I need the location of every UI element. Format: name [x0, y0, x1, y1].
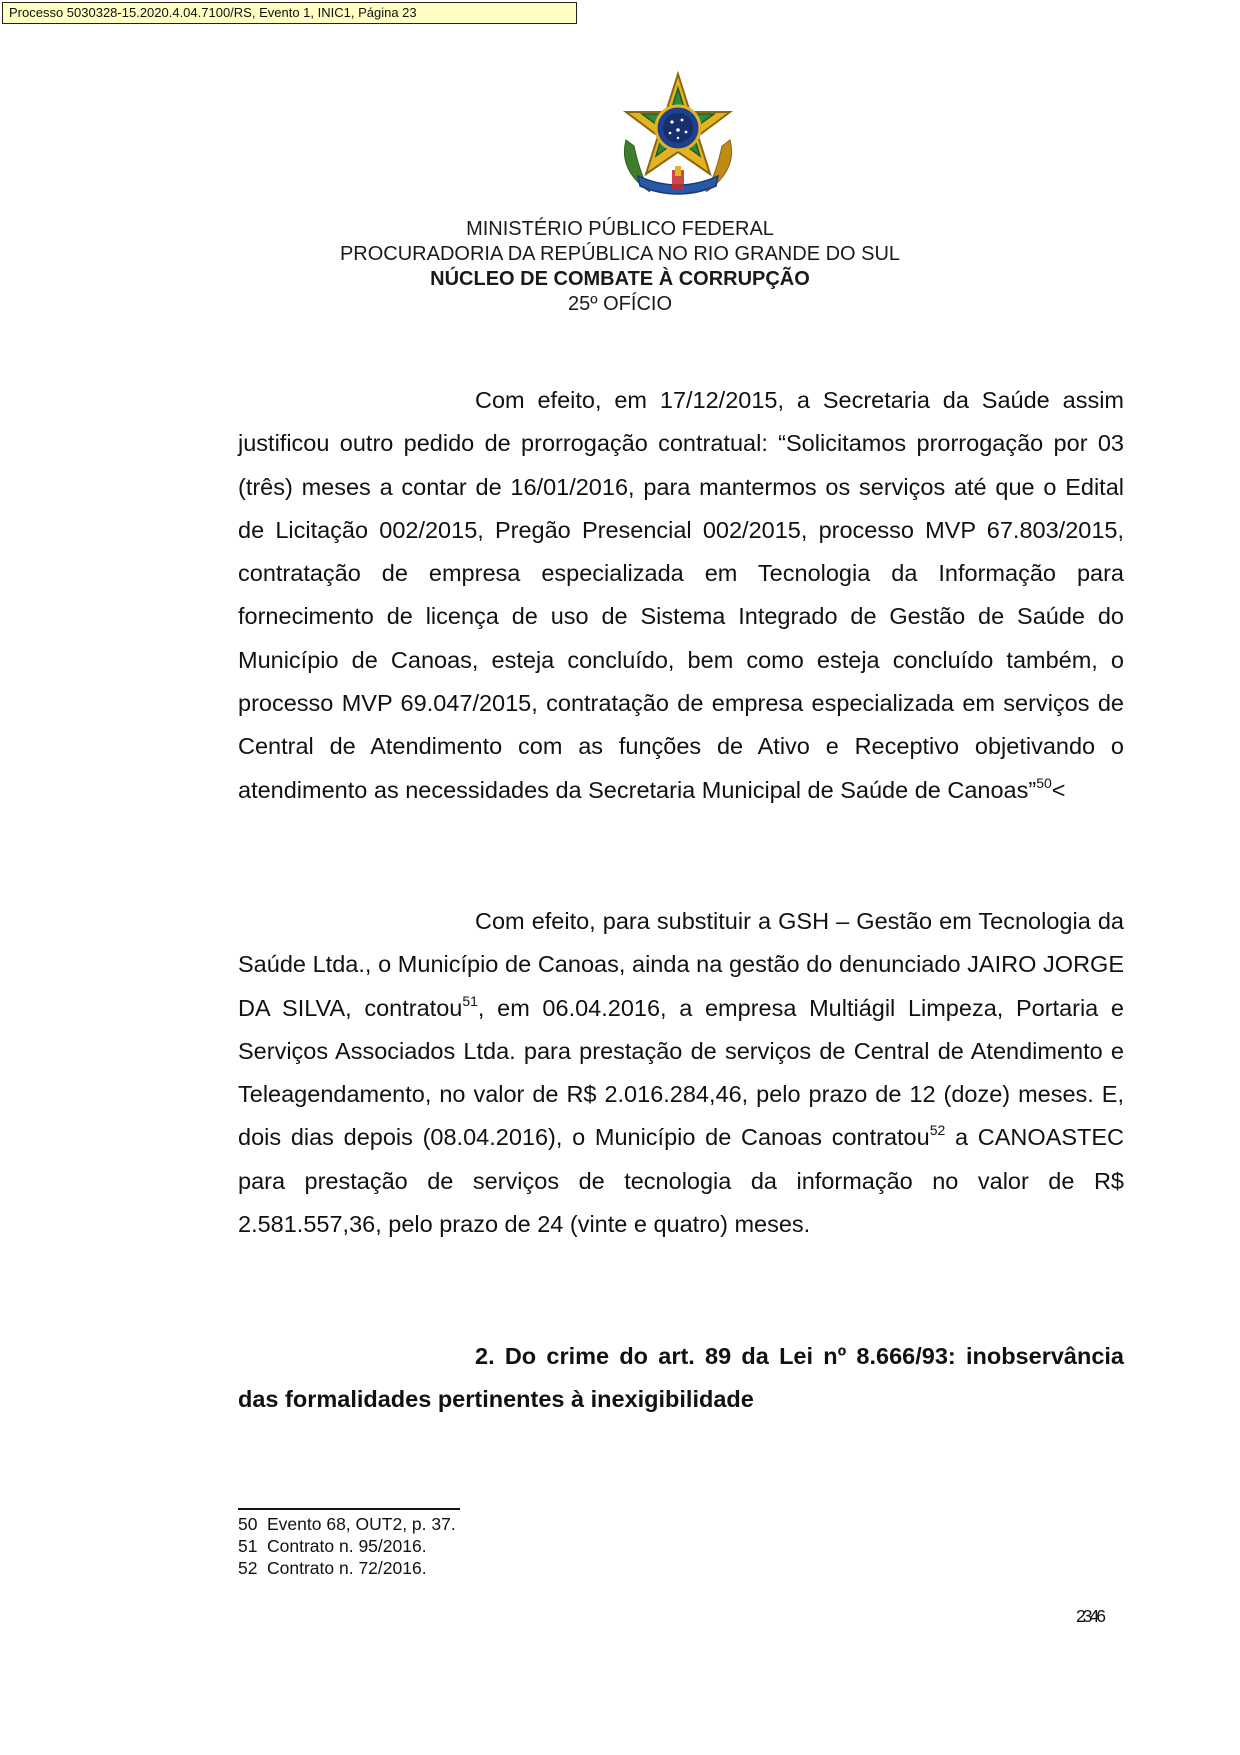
- footnote-number: 52: [238, 1558, 258, 1578]
- unit-name: NÚCLEO DE COMBATE À CORRUPÇÃO: [430, 268, 810, 290]
- process-stamp: Processo 5030328-15.2020.4.04.7100/RS, Evento 1, INIC1, Página 23: [2, 2, 577, 24]
- paragraph-1-text: Com efeito, em 17/12/2015, a Secretaria da Saúde assim justificou outro pedido de prorrogação contratual: “Solicitamos prorrogação por 03 (três) meses a contar de 16/01/2016, para mantermos os serviços até que o Edital de Licitação 002/2015, Pregão Presencial 002/2015, processo MVP 67.803/2015, contratação de empresa especializada em Tecnologia da Informação para fornecimento de licença de uso de Sistema Integrado de Gestão de Saúde do Município de Canoas, esteja concluído, bem como esteja concluído também, o processo MVP 69.047/2015, contratação de empresa especializada em serviços de Central de Atendimento com as funções de Ativo e Receptivo objetivando o atendimento as necessidades da Secretaria Municipal de Saúde de Canoas”: [238, 387, 1124, 803]
- section-heading-text: 2. Do crime do art. 89 da Lei nº 8.666/93: inobservância das formalidades pertinentes à inexigibilidade: [238, 1343, 1124, 1413]
- footnote-text: Evento 68, OUT2, p. 37.: [267, 1514, 456, 1534]
- paragraph-2-part-3: a CANOASTEC para prestação de serviços de tecnologia da informação no valor de R$ 2.581.557,36, pelo prazo de 24 (vinte e quatro) meses.: [238, 1124, 1124, 1238]
- brasao-da-republica-icon: [612, 70, 744, 202]
- footnote-ref-50[interactable]: 50: [1036, 774, 1052, 791]
- paragraph-1: [238, 379, 1124, 812]
- footnote-number: 50: [238, 1514, 258, 1534]
- paragraph-2-part-2: , em 06.04.2016, a empresa Multiágil Limpeza, Portaria e Serviços Associados Ltda. para prestação de serviços de Central de Atendimento e Teleagendamento, no valor de R$ 2.016.284,46, pelo prazo de 12 (doze) meses. E, dois dias depois (08.04.2016), o Município de Canoas contratou: [238, 994, 1124, 1151]
- letterhead: [0, 217, 1240, 317]
- footnote-50: [238, 1513, 456, 1535]
- footnote-number: 51: [238, 1536, 258, 1556]
- section-heading: [238, 1335, 1124, 1422]
- paragraph-1-tail: <: [1051, 776, 1066, 803]
- footnote-separator: [238, 1508, 460, 1510]
- office-name: PROCURADORIA DA REPÚBLICA NO RIO GRANDE DO SUL: [339, 243, 901, 265]
- paragraph-2-part-1: Com efeito, para substituir a GSH – Gestão em Tecnologia da Saúde Ltda., o Município de Canoas, ainda na gestão do denunciado JAIRO JORGE DA SILVA, contratou: [238, 908, 1124, 1021]
- footnote-51: [238, 1535, 456, 1557]
- footnote-text: Contrato n. 72/2016.: [267, 1558, 427, 1578]
- footnote-52: [238, 1557, 456, 1579]
- office-number: 25º OFÍCIO: [568, 293, 672, 315]
- footnotes: [238, 1513, 456, 1579]
- footnote-ref-52[interactable]: 52: [929, 1122, 946, 1139]
- paragraph-2: [238, 900, 1124, 1246]
- footnote-ref-51[interactable]: 51: [462, 992, 478, 1009]
- institution-name: MINISTÉRIO PÚBLICO FEDERAL: [466, 218, 774, 240]
- footnote-text: Contrato n. 95/2016.: [267, 1536, 427, 1556]
- page-number: 2346: [1076, 1606, 1103, 1626]
